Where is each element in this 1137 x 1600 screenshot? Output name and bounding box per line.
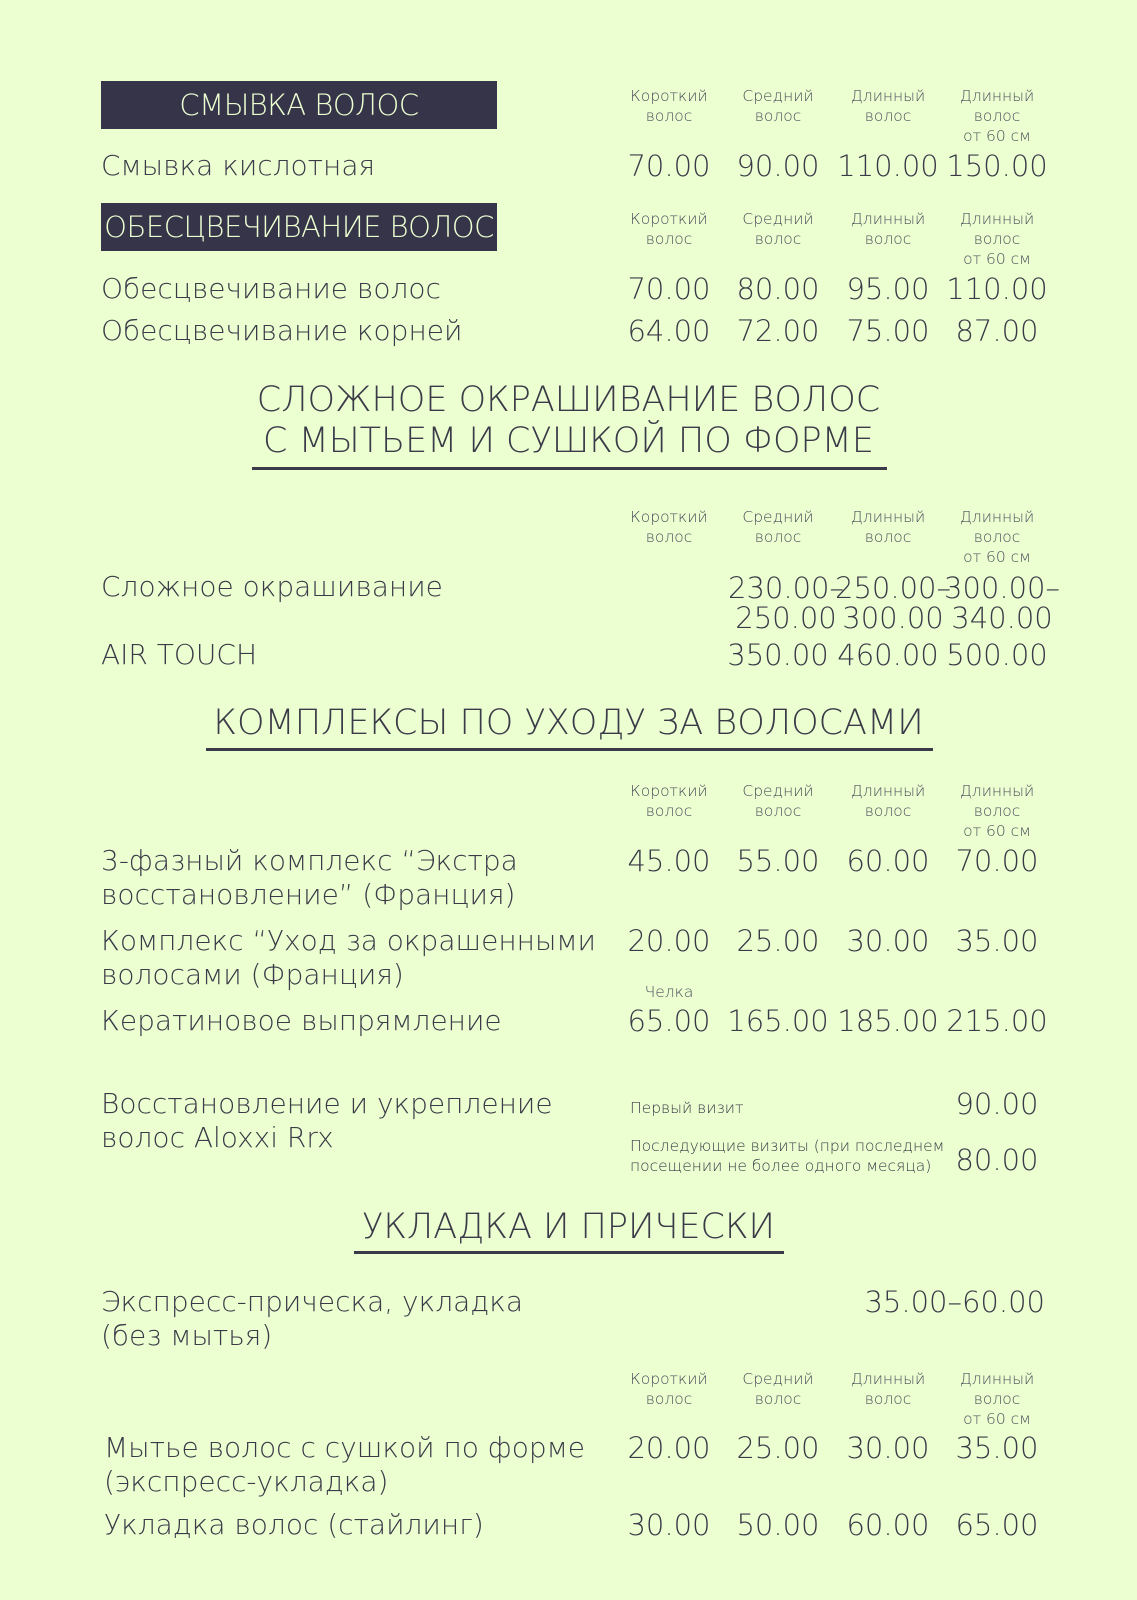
price-short: 70.00 [627, 149, 711, 183]
service-name: Экспресс-прическа, укладка (без мытья) [101, 1285, 524, 1352]
price-long: 95.00 [846, 272, 930, 306]
col-header-medium: Средний волос [742, 87, 814, 125]
price-short: 45.00 [627, 844, 711, 878]
price-medium: 72.00 [736, 314, 820, 348]
col-header-medium: Средний волос [742, 782, 814, 820]
price-extra-long: 215.00 [946, 1004, 1048, 1038]
price-short: 64.00 [627, 314, 711, 348]
next-visits-price: 80.00 [955, 1143, 1039, 1177]
price-short: 70.00 [627, 272, 711, 306]
section-banner-bleach: ОБЕСЦВЕЧИВАНИЕ ВОЛОС [101, 203, 497, 251]
col-header-extra-long: Длинный волос от 60 см [959, 1370, 1035, 1428]
service-name: Кератиновое выпрямление [101, 1004, 502, 1037]
price-extra-long: 70.00 [955, 844, 1039, 878]
service-name: Обесцвечивание корней [101, 314, 463, 347]
price-long: 250.00– 300.00 [835, 571, 951, 635]
first-visit-price: 90.00 [955, 1087, 1039, 1121]
price-long: 75.00 [846, 314, 930, 348]
price-long: 460.00 [837, 638, 939, 672]
price-extra-long: 35.00 [955, 924, 1039, 958]
col-header-medium: Средний волос [742, 210, 814, 248]
service-name: Сложное окрашивание [101, 570, 443, 603]
express-price: 35.00–60.00 [864, 1285, 1045, 1319]
section-banner-wash: СМЫВКА ВОЛОС [101, 81, 497, 129]
service-name: Мытье волос с сушкой по форме (экспресс-укладка) [104, 1431, 585, 1498]
col-header-extra-long: Длинный волос от 60 см [959, 508, 1035, 566]
col-header-extra-long: Длинный волос от 60 см [959, 210, 1035, 268]
price-short: 20.00 [627, 924, 711, 958]
service-name: 3-фазный комплекс “Экстра восстановление” (Франция) [101, 844, 518, 911]
price-medium: 90.00 [736, 149, 820, 183]
price-medium: 55.00 [736, 844, 820, 878]
col-header-extra-long: Длинный волос от 60 см [959, 782, 1035, 840]
price-extra-long: 150.00 [946, 149, 1048, 183]
price-short: 65.00 [627, 1004, 711, 1038]
title-underline [206, 748, 933, 751]
col-header-short: Короткий волос [630, 1370, 708, 1408]
price-short: 30.00 [627, 1508, 711, 1542]
col-header-short: Короткий волос [630, 210, 708, 248]
price-extra-long: 65.00 [955, 1508, 1039, 1542]
section-title-care: КОМПЛЕКСЫ ПО УХОДУ ЗА ВОЛОСАМИ [213, 703, 924, 743]
price-medium: 350.00 [727, 638, 829, 672]
price-medium: 25.00 [736, 924, 820, 958]
section-title-complex-coloring-line2: С МЫТЬЕМ И СУШКОЙ ПО ФОРМЕ [263, 421, 874, 461]
col-header-long: Длинный волос [850, 1370, 926, 1408]
price-long: 60.00 [846, 844, 930, 878]
price-long: 110.00 [837, 149, 939, 183]
title-underline [252, 467, 887, 470]
price-long: 30.00 [846, 1431, 930, 1465]
col-header-short: Короткий волос [630, 87, 708, 125]
next-visits-label: Последующие визиты (при последнем посещении не более одного месяца) [630, 1137, 945, 1175]
price-extra-long: 500.00 [946, 638, 1048, 672]
section-title-styling: УКЛАДКА И ПРИЧЕСКИ [362, 1207, 775, 1247]
col-header-long: Длинный волос [850, 782, 926, 820]
price-extra-long: 110.00 [946, 272, 1048, 306]
col-header-long: Длинный волос [850, 508, 926, 546]
col-header-extra-long: Длинный волос от 60 см [959, 87, 1035, 145]
price-medium: 25.00 [736, 1431, 820, 1465]
service-name: Обесцвечивание волос [101, 272, 441, 305]
service-name: Комплекс “Уход за окрашенными волосами (Франция) [101, 924, 596, 991]
title-underline [354, 1251, 784, 1254]
price-extra-long: 300.00– 340.00 [944, 571, 1060, 635]
col-header-medium: Средний волос [742, 508, 814, 546]
price-medium: 230.00– 250.00 [728, 571, 844, 635]
service-name: Восстановление и укрепление волос Aloxxi Rrx [101, 1087, 553, 1154]
service-name: Укладка волос (стайлинг) [104, 1508, 484, 1541]
section-title-complex-coloring: СЛОЖНОЕ ОКРАШИВАНИЕ ВОЛОС [256, 380, 881, 420]
first-visit-label: Первый визит [630, 1099, 744, 1117]
col-header-medium: Средний волос [742, 1370, 814, 1408]
price-medium: 50.00 [736, 1508, 820, 1542]
col-header-short: Короткий волос [630, 508, 708, 546]
price-long: 30.00 [846, 924, 930, 958]
price-extra-long: 87.00 [955, 314, 1039, 348]
col-header-short: Короткий волос [630, 782, 708, 820]
price-long: 185.00 [837, 1004, 939, 1038]
service-name: Смывка кислотная [101, 149, 376, 182]
price-medium: 80.00 [736, 272, 820, 306]
col-header-long: Длинный волос [850, 87, 926, 125]
bangs-note: Челка [644, 983, 694, 1001]
service-name: AIR TOUCH [101, 638, 258, 671]
price-long: 60.00 [846, 1508, 930, 1542]
price-short: 20.00 [627, 1431, 711, 1465]
col-header-long: Длинный волос [850, 210, 926, 248]
price-medium: 165.00 [727, 1004, 829, 1038]
price-extra-long: 35.00 [955, 1431, 1039, 1465]
